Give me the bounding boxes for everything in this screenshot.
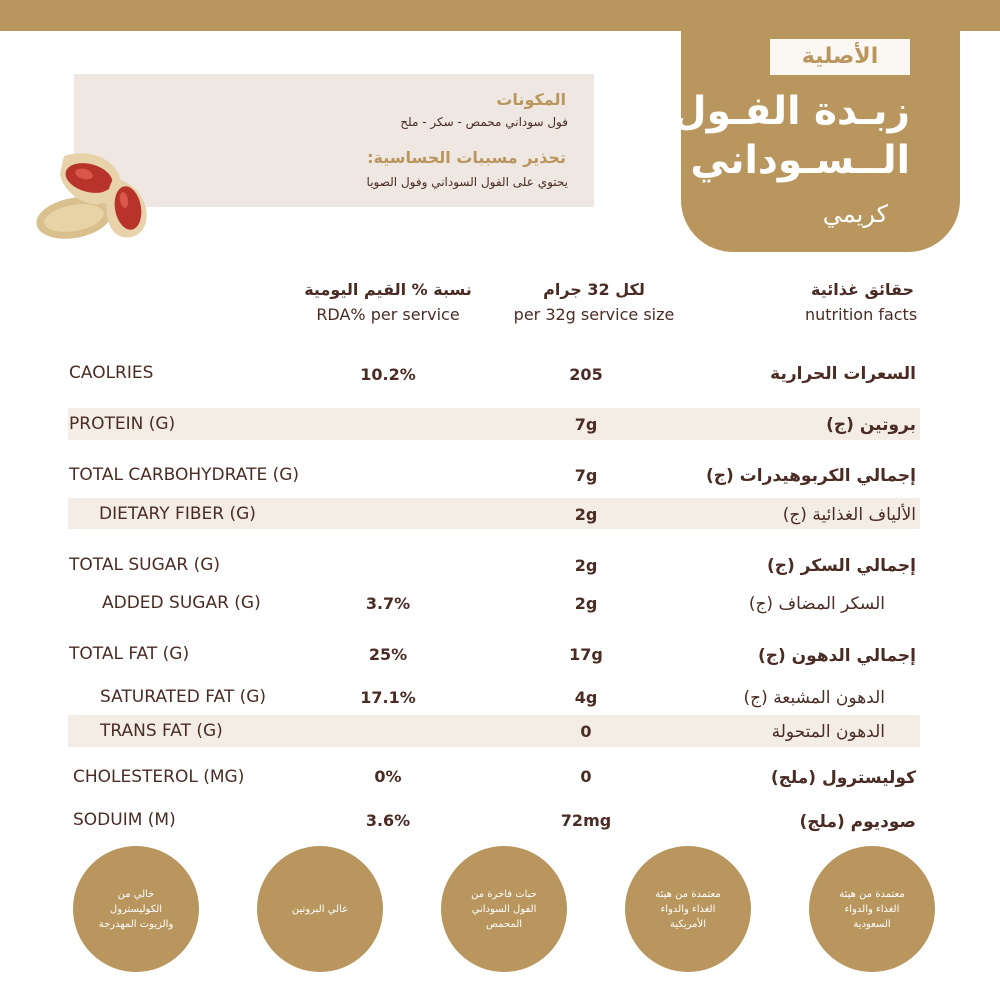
row-value: 7g [574, 466, 598, 485]
row-label-en: CHOLESTEROL (MG) [73, 767, 245, 787]
row-label-en: TRANS FAT (G) [100, 721, 223, 741]
row-value: 2g [574, 556, 598, 575]
row-label-en: SATURATED FAT (G) [100, 687, 267, 707]
row-label-ar: إجمالي الدهون (ج) [757, 646, 916, 666]
row-label-ar: صوديوم (ملج) [799, 812, 916, 832]
row-label-en: PROTEIN (G) [69, 414, 176, 434]
row-value: 2g [574, 505, 598, 524]
row-value: 4g [574, 688, 598, 707]
product-title-line2: الــسـوداني [690, 138, 910, 183]
row-label-ar: إجمالي السكر (ج) [766, 556, 916, 576]
badge-saudi-fda-approved: معتمدة من هيئة الغذاء والدواء السعودية [809, 846, 935, 972]
row-label-ar: السعرات الحرارية [770, 364, 916, 384]
row-label-ar: بروتين (ج) [826, 415, 916, 435]
row-value: 205 [569, 365, 603, 384]
row-value: 2g [574, 594, 598, 613]
row-label-en: ADDED SUGAR (G) [102, 593, 261, 613]
row-rda: 25% [368, 645, 408, 664]
variant-label: الأصلية [770, 39, 910, 75]
row-rda: 3.6% [365, 811, 411, 830]
row-value: 0 [580, 767, 592, 786]
badge-premium-peanuts: حبات فاخرة من الفول السوداني المحمص [441, 846, 567, 972]
serving-header-ar: لكل 32 جرام [543, 280, 645, 299]
peanut-illustration [34, 148, 156, 244]
row-label-en: CAOLRIES [69, 363, 154, 383]
row-label-en: TOTAL CARBOHYDRATE (G) [69, 465, 300, 485]
row-label-en: SODUIM (M) [73, 810, 176, 830]
row-value: 72mg [560, 811, 612, 830]
badge-us-fda-approved: معتمدة من هيئة الغذاء والدواء الأمريكية [625, 846, 751, 972]
row-rda: 3.7% [365, 594, 411, 613]
allergy-text: يحتوي على الفول السوداني وفول الصويا [366, 175, 568, 189]
row-value: 17g [569, 645, 603, 664]
ingredients-text: فول سوداني محمص - سكر - ملح [400, 115, 568, 129]
row-label-ar: السكر المضاف (ج) [748, 594, 885, 614]
row-label-ar: الدهون المشبعة (ج) [743, 688, 885, 708]
product-title-line1: زبـدة الفـول [672, 89, 910, 134]
serving-header-en: per 32g service size [513, 305, 675, 324]
badge-cholesterol-free: خالي من الكوليسترول والزيوت المهدرجة [73, 846, 199, 972]
nutrition-facts-title-ar: حقائق غذائية [811, 280, 914, 299]
nutrition-facts-title-en: nutrition facts [805, 305, 918, 324]
ingredients-title: المكونات [496, 90, 566, 109]
row-label-en: TOTAL FAT (G) [69, 644, 190, 664]
row-rda: 10.2% [360, 365, 416, 384]
row-label-en: TOTAL SUGAR (G) [69, 555, 221, 575]
rda-header-en: RDA% per service [316, 305, 460, 324]
badge-high-protein: عالي البروتين [257, 846, 383, 972]
row-value: 0 [580, 722, 592, 741]
allergy-title: تحذير مسببات الحساسية: [367, 148, 566, 167]
row-label-ar: كوليسترول (ملج) [770, 768, 916, 788]
row-label-ar: إجمالي الكربوهيدرات (ج) [705, 466, 916, 486]
title-panel [672, 0, 960, 252]
rda-header-ar: نسبة % القيم اليومية [304, 280, 472, 299]
row-value: 7g [574, 415, 598, 434]
product-subtitle: كريمي [822, 200, 888, 228]
row-rda: 17.1% [360, 688, 416, 707]
row-label-ar: الدهون المتحولة [771, 722, 885, 742]
row-label-en: DIETARY FIBER (G) [99, 504, 256, 524]
row-label-ar: الألياف الغذائية (ج) [782, 505, 916, 525]
row-rda: 0% [374, 767, 402, 786]
row-band-protein [68, 408, 920, 440]
